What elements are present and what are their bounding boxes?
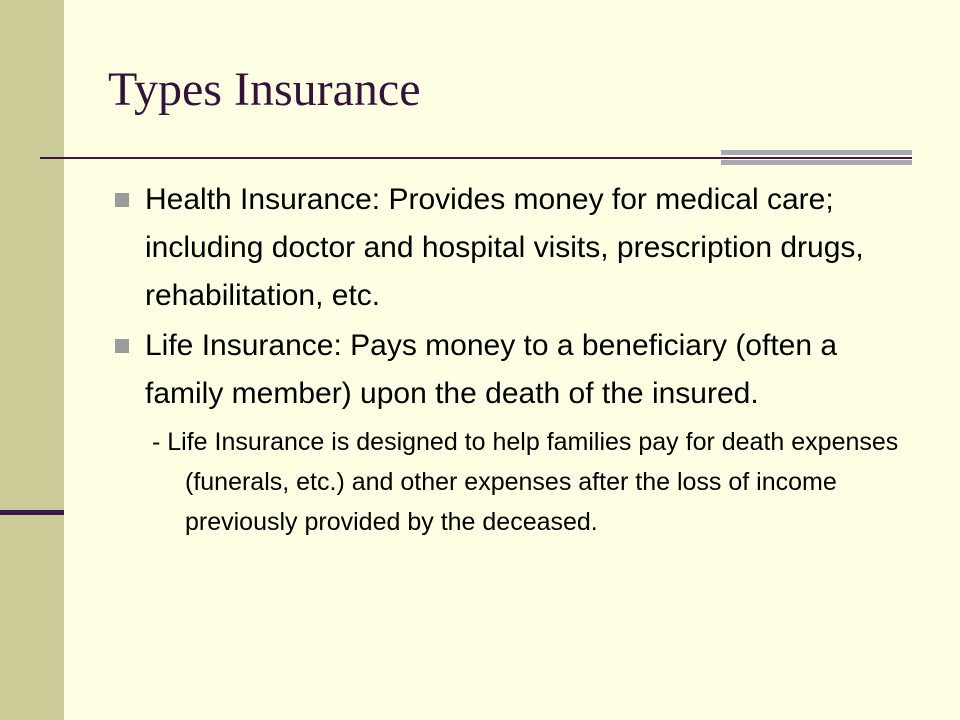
- sub-bullet-life-detail: - Life Insurance is designed to help families pay for death expenses (funerals, etc.) and other expenses after the loss of income previously provided by the deceased.: [152, 428, 899, 536]
- bullet-text-life: Life Insurance: Pays money to a beneficiary (often a family member) upon the death of the insured.: [145, 329, 838, 410]
- square-bullet-icon: [115, 193, 129, 207]
- slide-title: Types Insurance: [108, 63, 421, 116]
- divider-accent-band-top: [721, 150, 912, 155]
- bullet-item-health: [115, 176, 915, 320]
- divider-accent: [721, 150, 912, 165]
- divider-accent-band-bottom: [721, 160, 912, 165]
- slide-body: [115, 176, 915, 542]
- square-bullet-icon: [115, 339, 129, 353]
- bullet-text-health: Health Insurance: Provides money for medical care; including doctor and hospital visits, prescription drugs, rehabilitation, etc.: [145, 183, 864, 312]
- bullet-item-life: [115, 322, 915, 418]
- left-decorative-bar: [0, 0, 64, 720]
- left-accent-stripe: [0, 510, 64, 515]
